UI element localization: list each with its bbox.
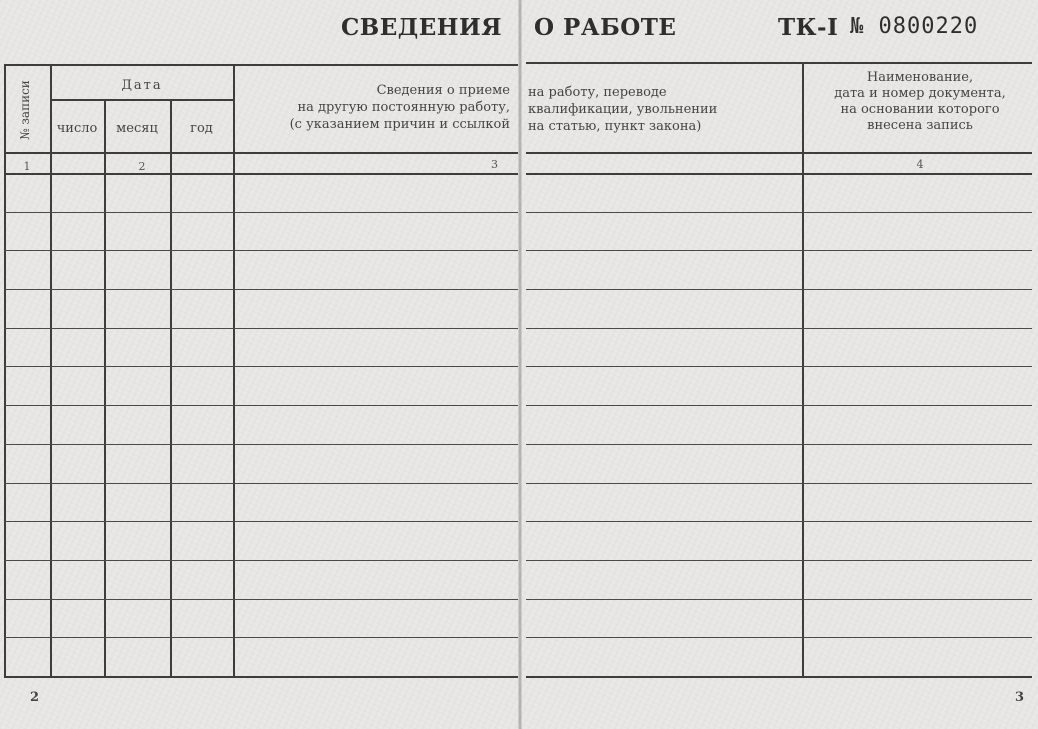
table-top-border bbox=[4, 64, 518, 66]
right-page bbox=[520, 0, 1038, 729]
year-header: год bbox=[190, 121, 213, 136]
table-row bbox=[4, 483, 518, 484]
info-header-line-5: квалификации, увольнении bbox=[528, 102, 718, 117]
info-header-line-2: на другую постоянную работу, bbox=[297, 100, 510, 115]
table-left-border bbox=[4, 64, 6, 678]
column-number-rule-right bbox=[526, 173, 1032, 175]
entry-number-header: № записи bbox=[18, 80, 32, 140]
table-row bbox=[4, 289, 518, 290]
table-top-border-right bbox=[526, 62, 1032, 64]
table-row bbox=[4, 366, 518, 367]
table-row bbox=[526, 560, 1032, 561]
table-row bbox=[526, 444, 1032, 445]
heading-left: СВЕДЕНИЯ bbox=[340, 14, 502, 41]
doc-header-line-2: дата и номер документа, bbox=[834, 86, 1006, 101]
heading-right: О РАБОТЕ bbox=[534, 14, 677, 41]
col-number-3: 3 bbox=[491, 158, 498, 171]
col-number-1: 1 bbox=[23, 160, 31, 173]
table-row bbox=[4, 405, 518, 406]
table-row bbox=[4, 560, 518, 561]
document-number: № 0800220 bbox=[850, 14, 979, 39]
table-row bbox=[526, 599, 1032, 600]
col-divider-month bbox=[170, 99, 172, 678]
date-subheader-rule bbox=[50, 99, 234, 101]
header-bottom-border-right bbox=[526, 152, 1032, 154]
table-row bbox=[526, 328, 1032, 329]
info-header-line-3: (с указанием причин и ссылкой bbox=[289, 117, 510, 132]
table-bottom-border-right bbox=[526, 676, 1032, 678]
page-number-left: 2 bbox=[30, 690, 40, 705]
month-header: месяц bbox=[116, 121, 158, 136]
table-row bbox=[526, 521, 1032, 522]
table-row bbox=[526, 250, 1032, 251]
table-row bbox=[4, 599, 518, 600]
table-row bbox=[4, 212, 518, 213]
info-header-line-4: на работу, переводе bbox=[528, 85, 667, 100]
doc-header-line-3: на основании которого bbox=[840, 102, 1000, 117]
table-row bbox=[4, 328, 518, 329]
table-bottom-border bbox=[4, 676, 518, 678]
table-row bbox=[526, 212, 1032, 213]
col-number-2: 2 bbox=[138, 160, 146, 173]
col-divider-year bbox=[233, 64, 235, 678]
table-row bbox=[526, 289, 1032, 290]
info-header-line-1: Сведения о приеме bbox=[376, 83, 510, 98]
col-divider-document bbox=[802, 62, 804, 678]
day-header: число bbox=[56, 121, 98, 136]
table-row bbox=[526, 405, 1032, 406]
header-bottom-border bbox=[4, 152, 518, 154]
table-row bbox=[4, 637, 518, 638]
table-row bbox=[4, 250, 518, 251]
col-divider-entry bbox=[50, 64, 52, 678]
info-header-line-6: на статью, пункт закона) bbox=[528, 119, 702, 134]
form-code: ТК-I bbox=[778, 14, 839, 41]
table-row bbox=[526, 637, 1032, 638]
table-row bbox=[526, 366, 1032, 367]
col-number-4: 4 bbox=[916, 158, 924, 171]
col-divider-day bbox=[104, 99, 106, 678]
date-header: Дата bbox=[121, 78, 163, 93]
table-row bbox=[4, 444, 518, 445]
table-row bbox=[4, 521, 518, 522]
doc-header-line-1: Наименование, bbox=[866, 70, 974, 85]
page-number-right: 3 bbox=[1014, 690, 1024, 705]
table-row bbox=[526, 483, 1032, 484]
doc-header-line-4: внесена запись bbox=[867, 118, 973, 133]
